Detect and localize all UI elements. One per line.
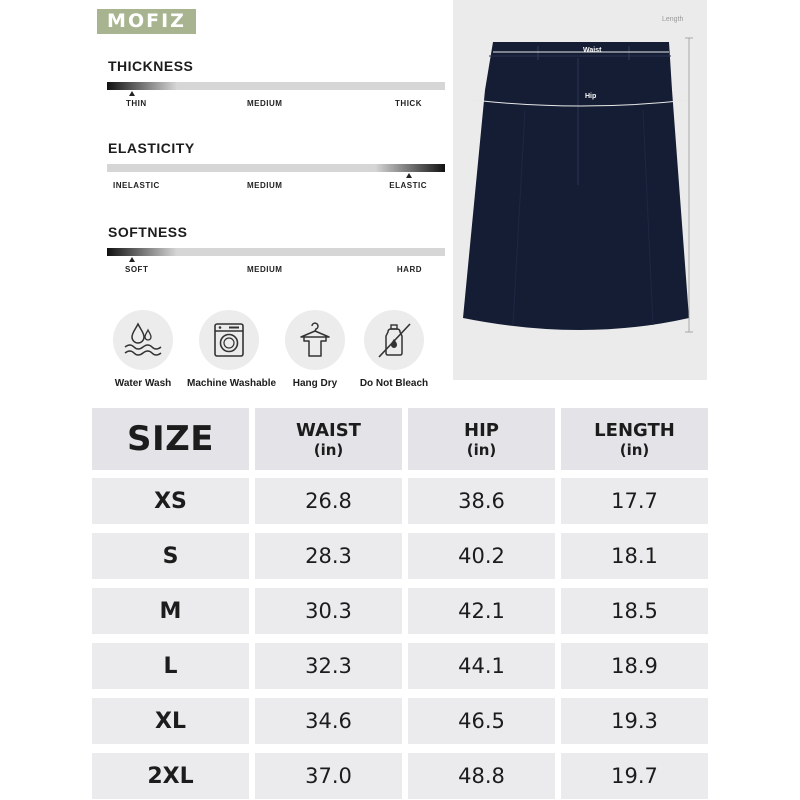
length-label: Length: [662, 16, 684, 23]
waist-cell: 30.3: [255, 588, 402, 634]
care-hang-dry: [273, 310, 357, 389]
do-not-bleach-icon: [374, 320, 414, 360]
length-cell: 17.7: [561, 478, 708, 524]
scale-label-low: INELASTIC: [113, 181, 160, 190]
header-waist: WAIST (in): [255, 408, 402, 470]
care-water-wash: [101, 310, 185, 389]
length-cell: 18.1: [561, 533, 708, 579]
length-cell: 19.7: [561, 753, 708, 799]
header-hip: HIP (in): [408, 408, 555, 470]
length-cell: 18.9: [561, 643, 708, 689]
property-bar: [107, 248, 445, 256]
hip-cell: 38.6: [408, 478, 555, 524]
hip-cell: 42.1: [408, 588, 555, 634]
hang-dry-icon: [295, 320, 335, 360]
scale-label-high: HARD: [396, 265, 422, 274]
hip-cell: 48.8: [408, 753, 555, 799]
care-label: Do Not Bleach: [359, 378, 429, 389]
waist-cell: 28.3: [255, 533, 402, 579]
size-cell: M: [92, 588, 249, 634]
washing-machine-icon: [212, 321, 246, 359]
care-label: Machine Washable: [187, 378, 277, 389]
care-do-not-bleach: [352, 310, 436, 389]
hip-cell: 40.2: [408, 533, 555, 579]
scale-label-medium: MEDIUM: [247, 265, 283, 274]
property-marker: [129, 257, 135, 262]
care-label: Hang Dry: [292, 378, 338, 389]
scale-label-high: ELASTIC: [389, 181, 427, 190]
property-bar: [107, 164, 445, 172]
size-cell: S: [92, 533, 249, 579]
header-length: LENGTH (in): [561, 408, 708, 470]
hip-cell: 44.1: [408, 643, 555, 689]
property-marker: [129, 91, 135, 96]
header-size: SIZE: [92, 408, 249, 470]
scale-label-high: THICK: [395, 99, 422, 108]
property-bar-fill: [107, 82, 177, 90]
size-cell: L: [92, 643, 249, 689]
scale-label-medium: MEDIUM: [247, 99, 283, 108]
waist-cell: 26.8: [255, 478, 402, 524]
property-title: SOFTNESS: [108, 224, 188, 240]
waist-label: Waist: [583, 47, 602, 54]
scale-label-low: SOFT: [125, 265, 149, 274]
size-cell: 2XL: [92, 753, 249, 799]
property-bar: [107, 82, 445, 90]
length-cell: 18.5: [561, 588, 708, 634]
scale-label-medium: MEDIUM: [247, 181, 283, 190]
length-cell: 19.3: [561, 698, 708, 744]
property-bar-fill: [107, 248, 177, 256]
care-label: Water Wash: [114, 378, 172, 389]
size-cell: XS: [92, 478, 249, 524]
waist-cell: 34.6: [255, 698, 402, 744]
waist-cell: 37.0: [255, 753, 402, 799]
scale-label-low: THIN: [126, 99, 147, 108]
property-bar-fill: [375, 164, 445, 172]
product-image: [453, 0, 707, 380]
hip-cell: 46.5: [408, 698, 555, 744]
waist-cell: 32.3: [255, 643, 402, 689]
property-title: ELASTICITY: [108, 140, 195, 156]
size-cell: XL: [92, 698, 249, 744]
skirt-illustration: [453, 0, 707, 380]
property-title: THICKNESS: [108, 58, 194, 74]
hip-label: Hip: [585, 93, 597, 100]
property-marker: [406, 173, 412, 178]
skirt-body: [463, 42, 689, 330]
water-wash-icon: [121, 320, 165, 360]
brand-logo: MOFIZ: [97, 9, 196, 34]
care-machine-washable: [187, 310, 277, 389]
